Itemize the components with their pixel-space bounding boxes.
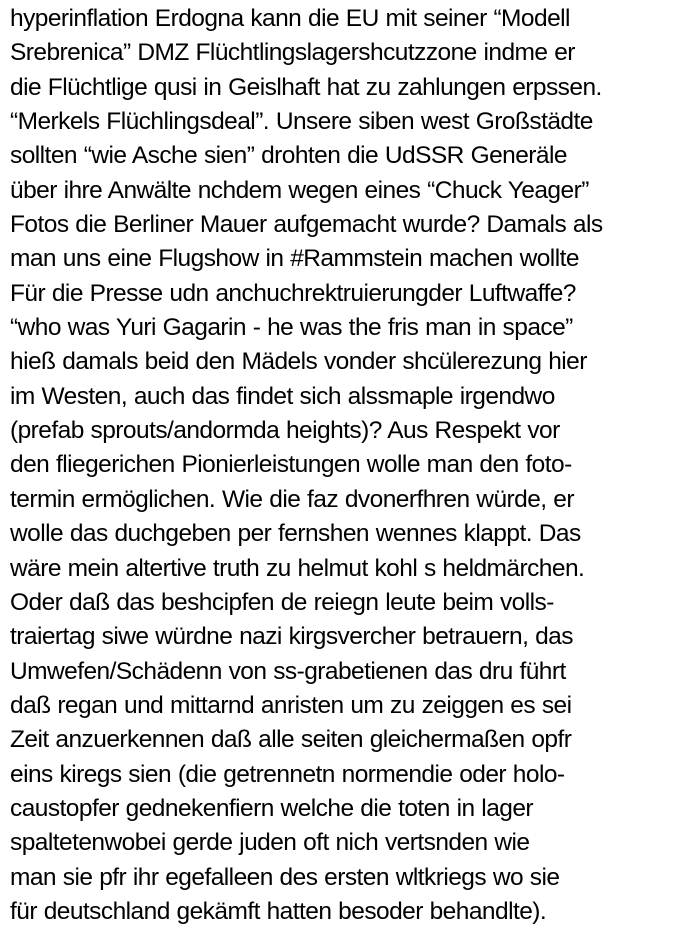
text-line: “Merkels Flüchlingsdeal”. Unsere siben west Großstädte bbox=[10, 108, 593, 136]
text-line: hieß damals beid den Mädels vonder shcülerezung hier bbox=[10, 348, 587, 376]
text-line: daß regan und mittarnd anristen um zu zeiggen es sei bbox=[10, 691, 572, 719]
text-line: für deutschland gekämft hatten besoder behandlte). bbox=[10, 897, 547, 925]
text-line: Für die Presse udn anchuchrektruierungder Luftwaffe? bbox=[10, 279, 576, 307]
text-line: über ihre Anwälte nchdem wegen eines “Chuck Yeager” bbox=[10, 176, 589, 204]
text-line: hyperinflation Erdogna kann die EU mit seiner “Modell bbox=[10, 5, 570, 32]
text-line: eins kiregs sien (die getrennetn normendie oder holo- bbox=[10, 760, 565, 788]
text-line: “who was Yuri Gagarin - he was the fris man in space” bbox=[10, 314, 573, 342]
text-line: Zeit anzuerkennen daß alle seiten gleichermaßen opfr bbox=[10, 726, 572, 754]
text-line: wäre mein altertive truth zu helmut kohl s heldmärchen. bbox=[10, 554, 585, 582]
text-line: man uns eine Flugshow in #Rammstein machen wollte bbox=[10, 245, 579, 273]
text-line: man sie pfr ihr egefalleen des ersten wltkriegs wo sie bbox=[10, 863, 560, 891]
text-line: sollten “wie Asche sien” drohten die UdSSR Generäle bbox=[10, 142, 567, 170]
text-line: traiertag siwe würdne nazi kirgsvercher betrauern, das bbox=[10, 623, 573, 651]
text-line: die Flüchtlige qusi in Geislhaft hat zu zahlungen erpssen. bbox=[10, 73, 602, 101]
text-line: termin ermöglichen. Wie die faz dvonerfhren würde, er bbox=[10, 485, 574, 513]
text-line: (prefab sprouts/andormda heights)? Aus Respekt vor bbox=[10, 417, 560, 445]
text-line: Fotos die Berliner Mauer aufgemacht wurde? Damals als bbox=[10, 211, 603, 239]
text-line: caustopfer gednekenfiern welche die toten in lager bbox=[10, 794, 534, 822]
text-line: im Westen, auch das findet sich alssmaple irgendwo bbox=[10, 382, 555, 410]
text-line: Srebrenica” DMZ Flüchtlingslagershcutzzone indme er bbox=[10, 39, 575, 67]
text-line: spaltetenwobei gerde juden oft nich vertsnden wie bbox=[10, 829, 530, 857]
text-line: den fliegerichen Pionierleistungen wolle man den foto- bbox=[10, 451, 572, 479]
text-line: Umwefen/Schädenn von ss-grabetienen das dru führt bbox=[10, 657, 566, 685]
text-line: Oder daß das beshcipfen de reiegn leute beim volls- bbox=[10, 588, 554, 616]
text-line: wolle das duchgeben per fernshen wennes klappt. Das bbox=[10, 520, 581, 548]
document-body bbox=[10, 2, 680, 929]
